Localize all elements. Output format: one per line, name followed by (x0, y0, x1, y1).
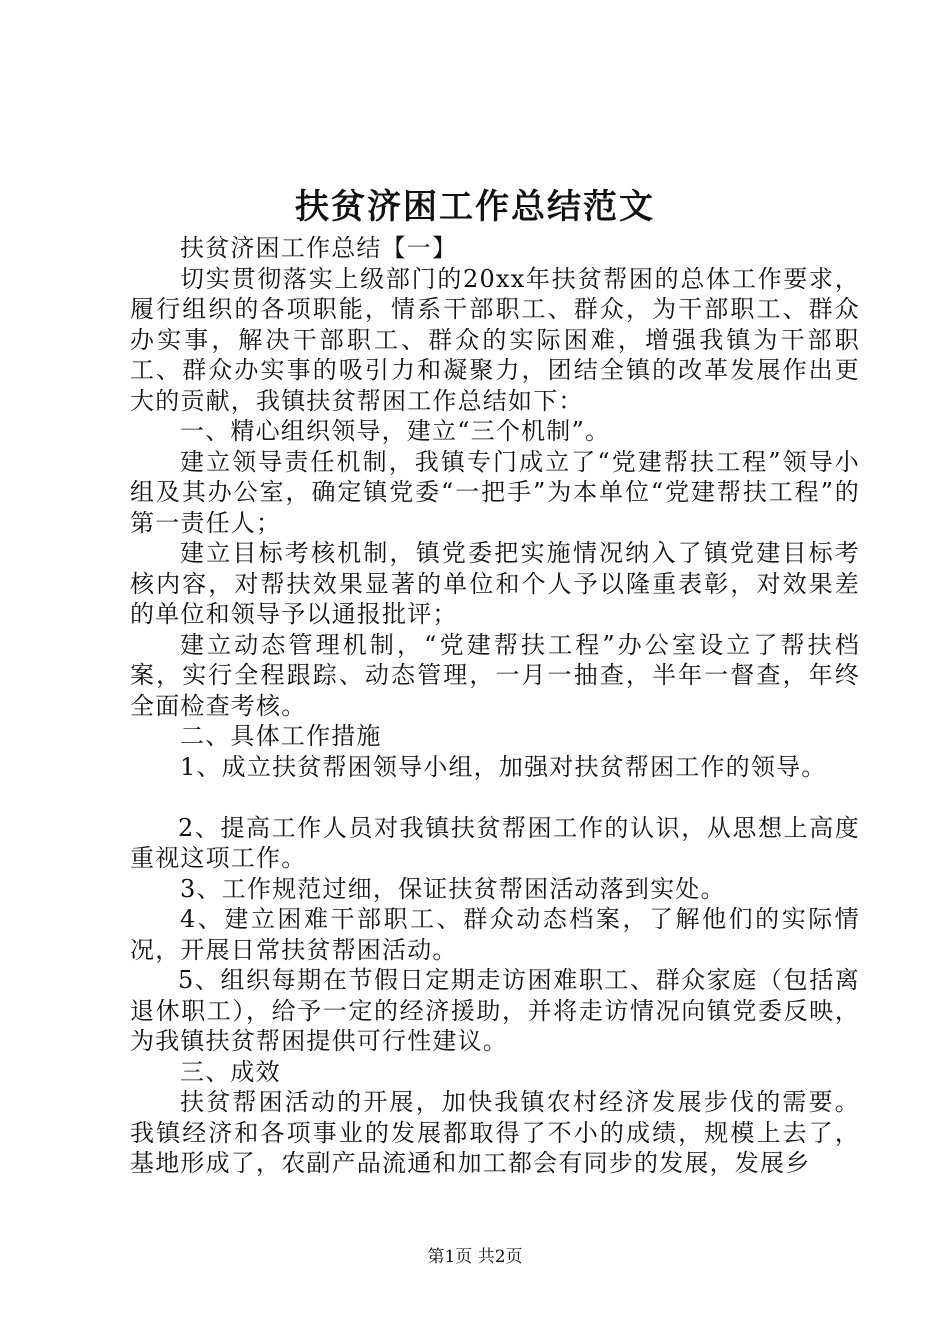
section-heading: 二、具体工作措施 (180, 722, 382, 750)
blank-line (130, 782, 860, 813)
paragraph: 建立动态管理机制，“党建帮扶工程”办公室设立了帮扶档案，实行全程跟踪、动态管理，一月一抽查，半年一督查，年终全面检查考核。 (130, 630, 860, 720)
section-heading: 扶贫济困工作总结【一】 (180, 234, 458, 262)
list-item: 5、组织每期在节假日定期走访困难职工、群众家庭（包括离退休职工），给予一定的经济援助，并将走访情况向镇党委反映，为我镇扶贫帮困提供可行性建议。 (130, 966, 860, 1055)
list-item: 4、建立困难干部职工、群众动态档案，了解他们的实际情况，开展日常扶贫帮困活动。 (130, 905, 860, 964)
paragraph: 建立目标考核机制，镇党委把实施情况纳入了镇党建目标考核内容，对帮扶效果显著的单位和个人予以隆重表彰，对效果差的单位和领导予以通报批评； (130, 539, 860, 628)
paragraph: 扶贫帮困活动的开展，加快我镇农村经济发展步伐的需要。我镇经济和各项事业的发展都取得了不小的成绩，规模上去了，基地形成了，农副产品流通和加工都会有同步的发展，发展乡 (130, 1088, 860, 1177)
list-item: 1、成立扶贫帮困领导小组，加强对扶贫帮困工作的领导。 (180, 752, 827, 781)
document-body (130, 233, 860, 1179)
paragraph: 建立领导责任机制，我镇专门成立了“党建帮扶工程”领导小组及其办公室，确定镇党委“一把手”为本单位“党建帮扶工程”的第一责任人； (130, 447, 860, 537)
section-heading: 三、成效 (180, 1057, 281, 1086)
paragraph: 切实贯彻落实上级部门的20xx年扶贫帮困的总体工作要求，履行组织的各项职能，情系干部职工、群众，为干部职工、群众办实事，解决干部职工、群众的实际困难，增强我镇为干部职工、群众办实事的吸引力和凝聚力，团结全镇的改革发展作出更大的贡献，我镇扶贫帮困工作总结如下： (130, 264, 860, 415)
page-footer: 第1页 共2页 (427, 1247, 523, 1267)
list-item: 2、提高工作人员对我镇扶贫帮困工作的认识，从思想上高度重视这项工作。 (130, 813, 860, 872)
section-heading: 一、精心组织领导，建立“三个机制”。 (180, 417, 611, 445)
document-title: 扶贫济困工作总结范文 (295, 187, 655, 227)
list-item: 3、工作规范过细，保证扶贫帮困活动落到实处。 (180, 874, 726, 903)
